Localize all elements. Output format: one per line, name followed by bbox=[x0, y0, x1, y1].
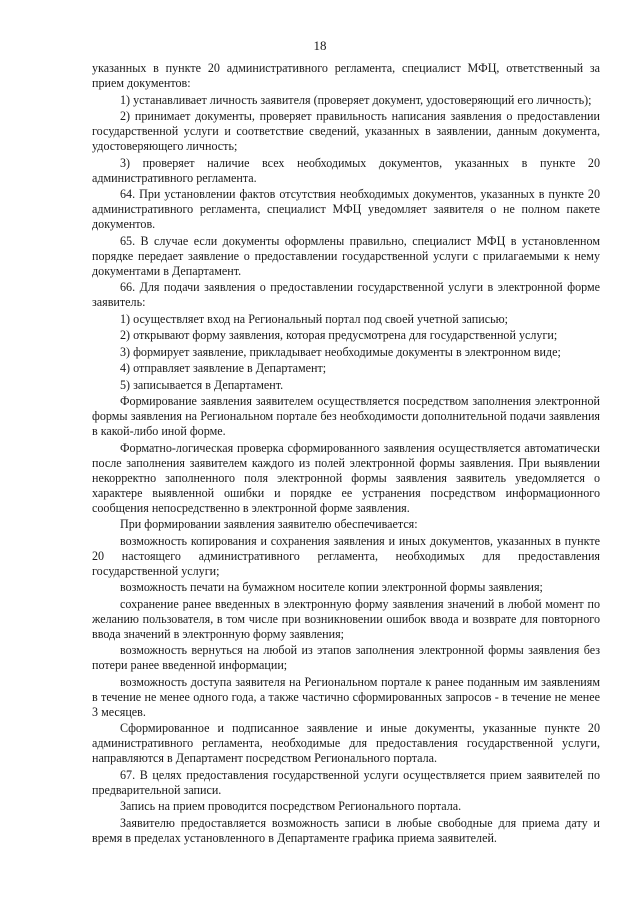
paragraph: Сформированное и подписанное заявление и иные документы, указанные пункте 20 административного регламента, необходимые для предоставления государственной услуги, направляются в Департамент посредством Регионального портала. bbox=[92, 721, 600, 765]
paragraph: 3) проверяет наличие всех необходимых документов, указанных в пункте 20 административного регламента. bbox=[92, 155, 600, 185]
document-body bbox=[92, 61, 600, 846]
paragraph: указанных в пункте 20 административного регламента, специалист МФЦ, ответственный за прием документов: bbox=[92, 61, 600, 90]
paragraph: 2) открывают форму заявления, которая предусмотрена для государственной услуги; bbox=[120, 328, 558, 342]
paragraph: возможность печати на бумажном носителе копии электронной формы заявления; bbox=[120, 580, 543, 594]
paragraph: 2) принимает документы, проверяет правильность написания заявления о предоставлении государственной услуги и соответствие сведений, указанных в заявлении, данным документа, удостоверяющего личность; bbox=[92, 109, 600, 153]
paragraph: Формирование заявления заявителем осуществляется посредством заполнения электронной формы заявления на Региональном портале без необходимости дополнительной подачи заявления в какой-либо иной форме. bbox=[92, 394, 600, 438]
page-number: 18 bbox=[313, 38, 327, 53]
paragraph: 64. При установлении фактов отсутствия необходимых документов, указанных в пункте 20 административного регламента, специалист МФЦ уведомляет заявителя о не полном пакете документов. bbox=[92, 187, 600, 231]
paragraph: 3) формирует заявление, прикладывает необходимые документы в электронном виде; bbox=[120, 344, 561, 359]
paragraph: возможность вернуться на любой из этапов заполнения электронной формы заявления без потери ранее введенной информации; bbox=[92, 643, 600, 672]
paragraph: 5) записывается в Департамент. bbox=[120, 377, 284, 392]
paragraph: 4) отправляет заявление в Департамент; bbox=[120, 361, 327, 375]
paragraph: Форматно-логическая проверка сформированного заявления осуществляется автоматически после заполнения заявителем каждого из полей электронной формы заявления. При выявлении некорректно заполненного поля электронной формы заявления заявитель уведомляется о характере выявленной ошибки и порядке ее устранения посредством информационного сообщения непосредственно в электронной форме заявления. bbox=[92, 440, 600, 515]
paragraph: Запись на прием проводится посредством Регионального портала. bbox=[120, 799, 462, 813]
paragraph: 67. В целях предоставления государственной услуги осуществляется прием заявителей по предварительной записи. bbox=[92, 767, 600, 797]
paragraph: Заявителю предоставляется возможность записи в любые свободные для приема дату и время в пределах установленного в Департаменте графика приема заявителей. bbox=[92, 815, 600, 845]
paragraph: 1) осуществляет вход на Региональный портал под своей учетной записью; bbox=[120, 311, 508, 326]
paragraph: 1) устанавливает личность заявителя (проверяет документ, удостоверяющий его личность); bbox=[120, 92, 592, 107]
paragraph: сохранение ранее введенных в электронную форму заявления значений в любой момент по желанию пользователя, в том числе при возникновении ошибок ввода и возврате для повторного ввода значений в электронную форму заявления; bbox=[92, 596, 600, 641]
paragraph: При формировании заявления заявителю обеспечивается: bbox=[120, 517, 418, 531]
paragraph: возможность доступа заявителя на Региональном портале к ранее поданным им заявлениям в течение не менее одного года, а также частично сформированных запросов - в течение не менее 3 месяцев. bbox=[92, 674, 600, 719]
paragraph: 66. Для подачи заявления о предоставлении государственной услуги в электронной форме заявитель: bbox=[92, 280, 600, 309]
paragraph: 65. В случае если документы оформлены правильно, специалист МФЦ в установленном порядке передает заявление о предоставлении государственной услуги с прилагаемыми к нему документами в Департамент. bbox=[92, 233, 600, 278]
paragraph: возможность копирования и сохранения заявления и иных документов, указанных в пункте 20 настоящего административного регламента, необходимых для предоставления государственной услуги; bbox=[92, 533, 600, 578]
